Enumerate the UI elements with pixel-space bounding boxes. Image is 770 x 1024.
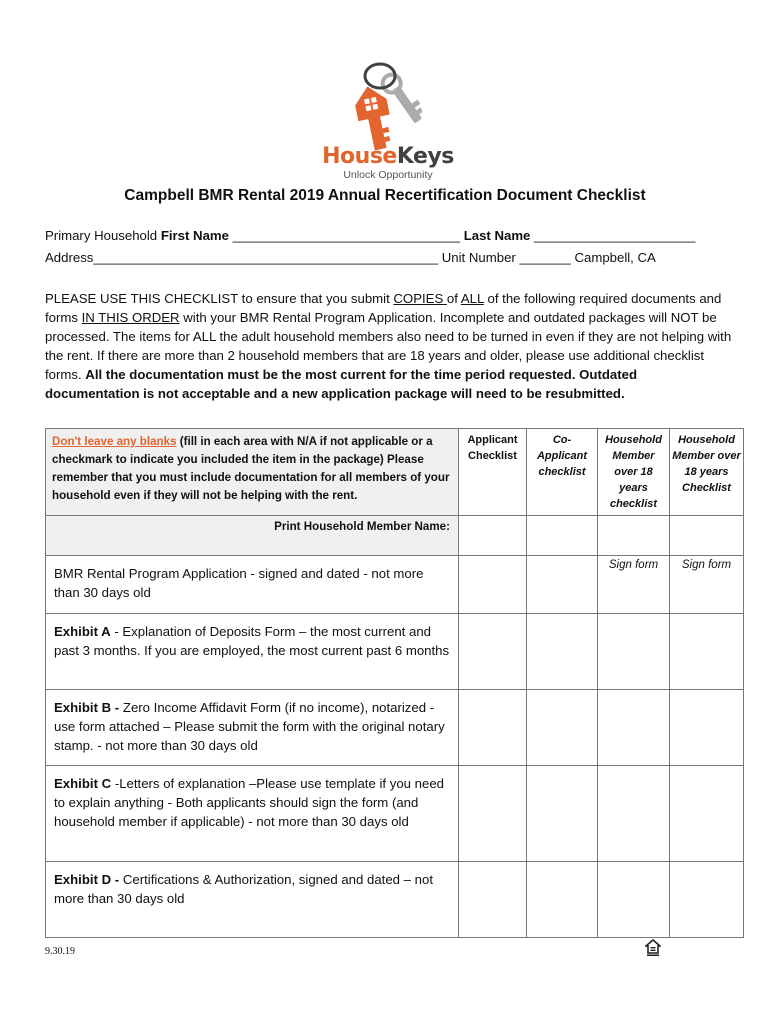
instr-text-3: of the following required documents and forms — [45, 291, 722, 325]
coapplicant-check-cell[interactable] — [527, 556, 598, 614]
instr-bold-warning: All the documentation must be the most current for the time period requested. Outdated documentation is not acceptable and a new application package will need to be resubmitted. — [45, 367, 638, 401]
member-1-check-cell[interactable] — [598, 690, 670, 766]
coapplicant-check-cell[interactable] — [527, 614, 598, 690]
item-text: Certifications & Authorization, signed and dated – not more than 30 days old — [54, 872, 433, 906]
logo-brand-house: House — [322, 144, 397, 169]
instr-text-1: PLEASE USE THIS CHECKLIST to ensure that you submit — [45, 291, 394, 306]
item-text: -Letters of explanation –Please use template if you need to explain anything - Both applicants should sign the form (and household member if applicable) - not more than 30 days old — [54, 776, 444, 829]
member-1-check-cell[interactable] — [598, 766, 670, 862]
logo-brand-keys: Keys — [396, 144, 454, 169]
member-2-check-cell[interactable] — [670, 862, 744, 938]
instr-order: IN THIS ORDER — [81, 310, 180, 325]
city-text: Campbell, CA — [570, 250, 656, 265]
first-name-label: First Name — [160, 228, 229, 243]
instr-text-2: of — [446, 291, 461, 306]
col-member-2-label: Household Member over 18 years Checklist — [672, 434, 741, 494]
member-2-name-cell[interactable] — [670, 516, 744, 556]
household-name-line — [45, 228, 695, 243]
coapplicant-check-cell[interactable] — [527, 862, 598, 938]
checklist-item — [46, 862, 459, 938]
applicant-check-cell[interactable] — [459, 690, 527, 766]
member-1-check-cell[interactable] — [598, 614, 670, 690]
table-row — [46, 556, 744, 614]
header-warning: Don't leave any blanks — [52, 435, 177, 448]
applicant-name-cell[interactable] — [459, 516, 527, 556]
coapplicant-check-cell[interactable] — [527, 690, 598, 766]
col-member-2 — [670, 429, 744, 516]
applicant-check-cell[interactable] — [459, 862, 527, 938]
checklist-item — [46, 556, 459, 614]
item-text: - Explanation of Deposits Form – the most current and past 3 months. If you are employed, the most current past 6 months — [54, 624, 450, 658]
item-bold: Exhibit A — [54, 624, 111, 639]
table-row — [46, 766, 744, 862]
instr-copies: COPIES — [393, 291, 447, 306]
col-applicant: Applicant Checklist — [459, 429, 527, 516]
col-coapplicant — [527, 429, 598, 516]
footer-date: 9.30.19 — [45, 946, 75, 957]
table-row — [46, 690, 744, 766]
address-label: Address — [45, 250, 94, 265]
logo-brand — [318, 144, 458, 169]
item-text: BMR Rental Program Application - signed and dated - not more than 30 days old — [54, 566, 424, 600]
member-2-check-cell[interactable] — [670, 614, 744, 690]
item-bold: Exhibit C — [54, 776, 112, 791]
print-name-label: Print Household Member Name: — [46, 516, 459, 556]
col-member-1 — [598, 429, 670, 516]
member-1-name-cell[interactable] — [598, 516, 670, 556]
unit-field[interactable]: _______ — [519, 250, 571, 265]
applicant-check-cell[interactable] — [459, 614, 527, 690]
member-2-check-cell[interactable] — [670, 690, 744, 766]
unit-label: Unit Number — [438, 250, 520, 265]
table-header-row — [46, 429, 744, 516]
member-1-check-cell[interactable] — [598, 862, 670, 938]
instructions-paragraph — [45, 289, 735, 403]
document-title: Campbell BMR Rental 2019 Annual Recertification Document Checklist — [124, 187, 646, 204]
equal-housing-opportunity-icon — [645, 939, 661, 957]
last-name-field[interactable]: ______________________ — [530, 228, 696, 243]
coapplicant-check-cell[interactable] — [527, 766, 598, 862]
table-row — [46, 614, 744, 690]
member-2-check-cell[interactable] — [670, 766, 744, 862]
print-name-row — [46, 516, 744, 556]
first-name-field[interactable]: _______________________________ — [228, 228, 464, 243]
document-checklist-table — [45, 428, 744, 938]
table-row — [46, 862, 744, 938]
logo-tagline: Unlock Opportunity — [343, 169, 433, 181]
col-coapplicant-label: Co-Applicant checklist — [536, 434, 588, 478]
member-1-sign-cell[interactable]: Sign form — [598, 556, 670, 614]
applicant-check-cell[interactable] — [459, 766, 527, 862]
header-instructions — [46, 429, 459, 516]
instr-text-4: with your BMR Rental Program Application. Incomplete and outdated packages will NOT be processed. The items for ALL the adult household members also need to be turned in even if they are not helping with the rent. If there are more than 2 household members that are 18 years and older, please use additional checklist forms. — [45, 310, 732, 382]
instr-all: ALL — [460, 291, 484, 306]
applicant-check-cell[interactable] — [459, 556, 527, 614]
member-2-sign-cell[interactable]: Sign form — [670, 556, 744, 614]
address-line — [45, 250, 656, 265]
item-bold: Exhibit D - — [54, 872, 120, 887]
col-member-1-label: Household Member over 18 years checklist — [605, 434, 662, 510]
item-text: Zero Income Affidavit Form (if no income), notarized - use form attached – Please submit the form with the original notary stamp. - not more than 30 days old — [54, 700, 445, 753]
housekeys-logo — [318, 58, 458, 188]
checklist-item — [46, 766, 459, 862]
address-field[interactable]: _______________________________________________ — [93, 250, 439, 265]
header-text: (fill in each area with N/A if not applicable or a checkmark to indicate you included the item in the package) Please remember that you must include documentation for all members of your household even if they will not be helping with the rent. — [52, 435, 450, 502]
coapplicant-name-cell[interactable] — [527, 516, 598, 556]
last-name-label: Last Name — [463, 228, 531, 243]
key-icon — [342, 58, 422, 154]
checklist-item — [46, 690, 459, 766]
item-bold: Exhibit B - — [54, 700, 120, 715]
checklist-item — [46, 614, 459, 690]
line1-prefix: Primary Household — [45, 228, 161, 243]
